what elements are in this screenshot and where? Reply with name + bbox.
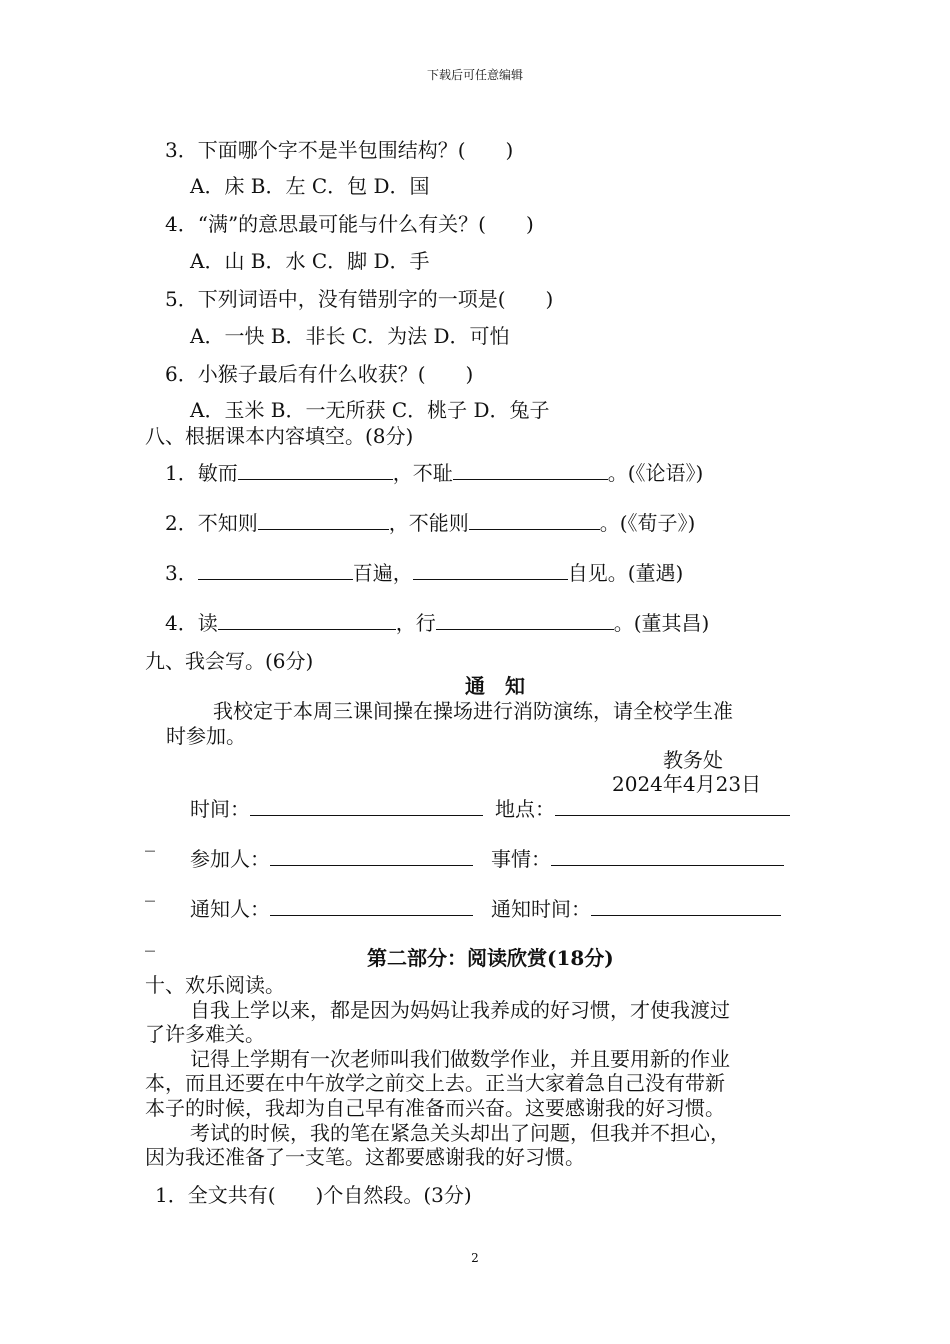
answer-blank[interactable] [218, 611, 396, 630]
fill-item-source: 。(《论语》) [607, 461, 704, 485]
fill-item-2 [165, 511, 695, 535]
field-label-notify-time: 通知时间： [491, 897, 591, 921]
part-2-title: 第二部分：阅读欣赏(18分) [367, 946, 614, 970]
place-blank[interactable] [555, 797, 790, 816]
header-note: 下载后可任意编辑 [426, 68, 523, 82]
overflow-mark: _ [145, 878, 155, 902]
passage-line: 本，而且还要在中午放学之前交上去。正当大家着急自己没有带新 [145, 1071, 725, 1095]
question-3-options: A．床 B．左 C．包 D．国 [190, 174, 430, 198]
fill-item-num: 3． [165, 561, 198, 585]
question-6-options: A．玉米 B．一无所获 C．桃子 D．兔子 [190, 398, 550, 422]
notice-date: 2024年4月23日 [612, 772, 762, 796]
notifier-blank[interactable] [270, 897, 473, 916]
field-label-place: 地点： [495, 797, 555, 821]
question-6-stem: 6．小猴子最后有什么收获？( ) [165, 362, 474, 386]
field-label-participants: 参加人： [190, 847, 270, 871]
fill-item-num: 2． [165, 511, 198, 535]
answer-blank[interactable] [198, 561, 353, 580]
form-row-3 [190, 897, 781, 921]
answer-blank[interactable] [258, 511, 389, 530]
fill-item-num: 1． [165, 461, 198, 485]
question-5-options: A．一快 B．非长 C．为法 D．可怕 [190, 324, 510, 348]
answer-blank[interactable] [453, 461, 608, 480]
participants-blank[interactable] [270, 847, 473, 866]
overflow-mark: _ [145, 928, 155, 952]
question-5-stem: 5．下列词语中，没有错别字的一项是( ) [165, 287, 554, 311]
answer-blank[interactable] [436, 611, 614, 630]
passage-line: 了许多难关。 [145, 1022, 265, 1046]
form-row-1 [190, 797, 790, 821]
notice-title: 通 知 [465, 674, 525, 698]
fill-item-4 [165, 611, 709, 635]
form-row-2 [190, 847, 784, 871]
section-9-title: 九、我会写。(6分) [145, 649, 314, 673]
answer-blank[interactable] [413, 561, 568, 580]
question-4-stem: 4．“满”的意思最可能与什么有关？( ) [165, 212, 534, 236]
field-label-notifier: 通知人： [190, 897, 270, 921]
fill-item-text: 百遍， [352, 561, 413, 585]
fill-item-num: 4． [165, 611, 198, 635]
answer-blank[interactable] [238, 461, 393, 480]
fill-item-1 [165, 461, 703, 485]
fill-item-text: 敏而 [197, 461, 238, 485]
page-number: 2 [471, 1251, 479, 1265]
notify-time-blank[interactable] [591, 897, 781, 916]
passage-line: 自我上学以来，都是因为妈妈让我养成的好习惯，才使我渡过 [190, 998, 730, 1022]
passage-line: 因为我还准备了一支笔。这都要感谢我的好习惯。 [145, 1145, 585, 1169]
passage-line: 记得上学期有一次老师叫我们做数学作业，并且要用新的作业 [190, 1047, 730, 1071]
time-blank[interactable] [250, 797, 483, 816]
fill-item-text: 不知则 [197, 511, 258, 535]
matter-blank[interactable] [551, 847, 784, 866]
passage-line: 本子的时候，我却为自己早有准备而兴奋。这要感谢我的好习惯。 [145, 1096, 725, 1120]
reading-question-1: 1．全文共有( )个自然段。(3分) [155, 1183, 472, 1207]
fill-item-3 [165, 561, 683, 585]
fill-item-text: 读 [197, 611, 218, 635]
fill-item-text: ，不能则 [388, 511, 469, 535]
fill-item-source: 自见。(董遇) [567, 561, 684, 585]
fill-item-text: ，行 [395, 611, 436, 635]
field-label-time: 时间： [190, 797, 250, 821]
overflow-mark: _ [145, 828, 155, 852]
question-3-stem: 3．下面哪个字不是半包围结构？( ) [165, 138, 514, 162]
fill-item-source: 。(董其昌) [613, 611, 710, 635]
question-4-options: A．山 B．水 C．脚 D．手 [190, 249, 430, 273]
fill-item-text: ，不耻 [392, 461, 453, 485]
section-10-title: 十、欢乐阅读。 [145, 973, 285, 997]
answer-blank[interactable] [469, 511, 600, 530]
field-label-matter: 事情： [491, 847, 551, 871]
passage-line: 考试的时候，我的笔在紧急关头却出了问题，但我并不担心， [190, 1121, 730, 1145]
fill-item-source: 。(《荀子》) [599, 511, 696, 535]
section-8-title: 八、根据课本内容填空。(8分) [145, 424, 414, 448]
notice-body-line: 我校定于本周三课间操在操场进行消防演练，请全校学生准 [213, 699, 733, 723]
notice-signer: 教务处 [663, 748, 723, 772]
notice-body-line: 时参加。 [166, 724, 246, 748]
